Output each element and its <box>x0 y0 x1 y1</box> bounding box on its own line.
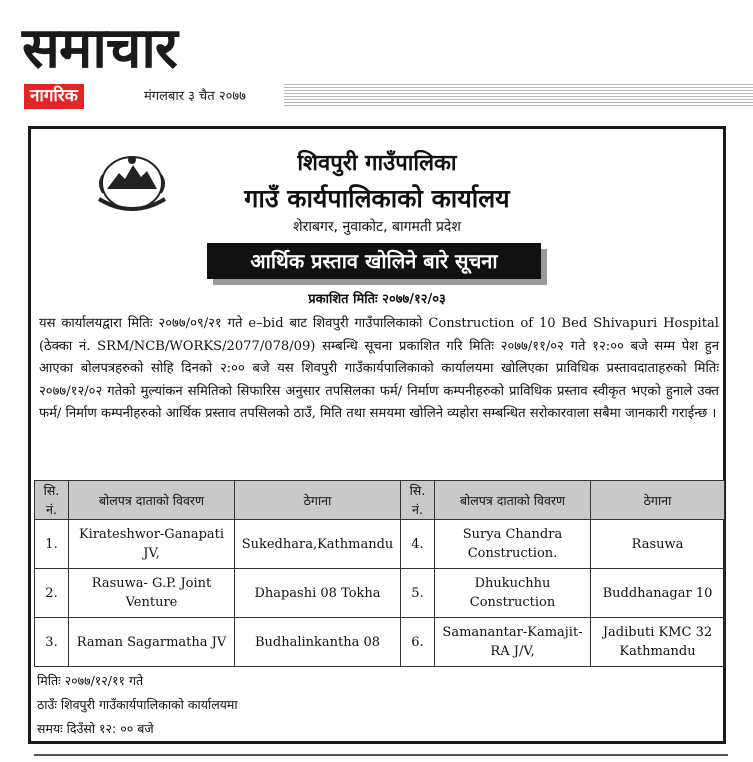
section-title: समाचार <box>22 16 177 81</box>
page-divider <box>34 754 728 762</box>
table-cell: Kirateshwor-Ganapati JV, <box>69 520 235 569</box>
table-cell: Buddhanagar 10 <box>591 569 725 618</box>
newspaper-logo-tag: नागरिक <box>24 84 84 109</box>
table-cell: Dhukuchhu Construction <box>435 569 591 618</box>
opening-place: ठाउँः शिवपुरी गाउँकार्यपालिकाको कार्यालयमा <box>37 697 238 712</box>
column-header: ठेगाना <box>591 481 725 520</box>
column-header: बोलपत्र दाताको विवरण <box>69 481 235 520</box>
table-cell: Rasuwa <box>591 520 725 569</box>
table-row <box>35 618 725 667</box>
column-header: बोलपत्र दाताको विवरण <box>435 481 591 520</box>
opening-time: समयः दिउँसो १२: ०० बजे <box>37 721 154 736</box>
table-cell: 5. <box>401 569 435 618</box>
masthead <box>22 18 742 114</box>
issue-date: मंगलबार ३ चैत २०७७ <box>144 89 246 104</box>
org-name: शिवपुरी गाउँपालिका <box>297 151 457 176</box>
table-cell: Raman Sagarmatha JV <box>69 618 235 667</box>
column-header: सि. नं. <box>401 481 435 520</box>
notice-body: यस कार्यालयद्वारा मितिः २०७७/०९/२१ गते e–bid बाट शिवपुरी गाउँपालिकाको Construction of 10 Bed Shivapuri Hospital (ठेक्का नं. SRM/NCB/WORKS/2077/078/09) सम्बन्धि सूचना प्रकाशित गरि मितिः २०७७/११/०२ गते १२:०० बजे सम्म पेश हुन आएका बोलपत्रहरुको सोहि दिनको २:०० बजे यस शिवपुरी गाउँकार्यपालिकाको कार्यालयमा खोलिएका प्राविधिक प्रस्तावदाताहरुको मितिः २०७७/१२/०२ गतेको मुल्यांकन समितिको सिफारिस अनुसार तपसिलका फर्म/ निर्माण कम्पनीहरुको प्राविधिक प्रस्ताव स्वीकृत भएको हुनाले उक्त फर्म/ निर्माण कम्पनीहरुको आर्थिक प्रस्ताव तपसिलको ठाउँ, मिति तथा समयमा खोलिने व्यहोरा सम्बन्धित सरोकारवाला सबैमा जानकारी गराईन्छ । <box>39 316 719 421</box>
masthead-stripe <box>284 84 753 108</box>
table-cell: Surya Chandra Construction. <box>435 520 591 569</box>
bidders-table <box>34 480 725 667</box>
table-cell: 1. <box>35 520 69 569</box>
table-row <box>35 520 725 569</box>
table-row <box>35 569 725 618</box>
opening-date: मितिः २०७७/१२/११ गते <box>37 673 144 688</box>
table-cell: 4. <box>401 520 435 569</box>
table-cell: Jadibuti KMC 32 Kathmandu <box>591 618 725 667</box>
column-header: सि. नं. <box>35 481 69 520</box>
notice-box <box>28 126 726 744</box>
table-header-row <box>35 481 725 520</box>
table-cell: Sukedhara,Kathmandu <box>235 520 401 569</box>
table-cell: 2. <box>35 569 69 618</box>
column-header: ठेगाना <box>235 481 401 520</box>
table-cell: Samanantar-Kamajit-RA J/V, <box>435 618 591 667</box>
published-date: प्रकाशित मितिः २०७७/१२/०३ <box>308 292 446 307</box>
office-name: गाउँ कार्यपालिकाको कार्यालय <box>244 184 510 213</box>
notice-headline: आर्थिक प्रस्ताव खोलिने बारे सूचना <box>250 249 498 273</box>
table-cell: Budhalinkantha 08 <box>235 618 401 667</box>
table-cell: Dhapashi 08 Tokha <box>235 569 401 618</box>
table-cell: 6. <box>401 618 435 667</box>
opening-details <box>37 669 238 741</box>
table-cell: 3. <box>35 618 69 667</box>
table-cell: Rasuwa- G.P. Joint Venture <box>69 569 235 618</box>
office-address: शेराबगर, नुवाकोट, बागमती प्रदेश <box>293 219 461 235</box>
